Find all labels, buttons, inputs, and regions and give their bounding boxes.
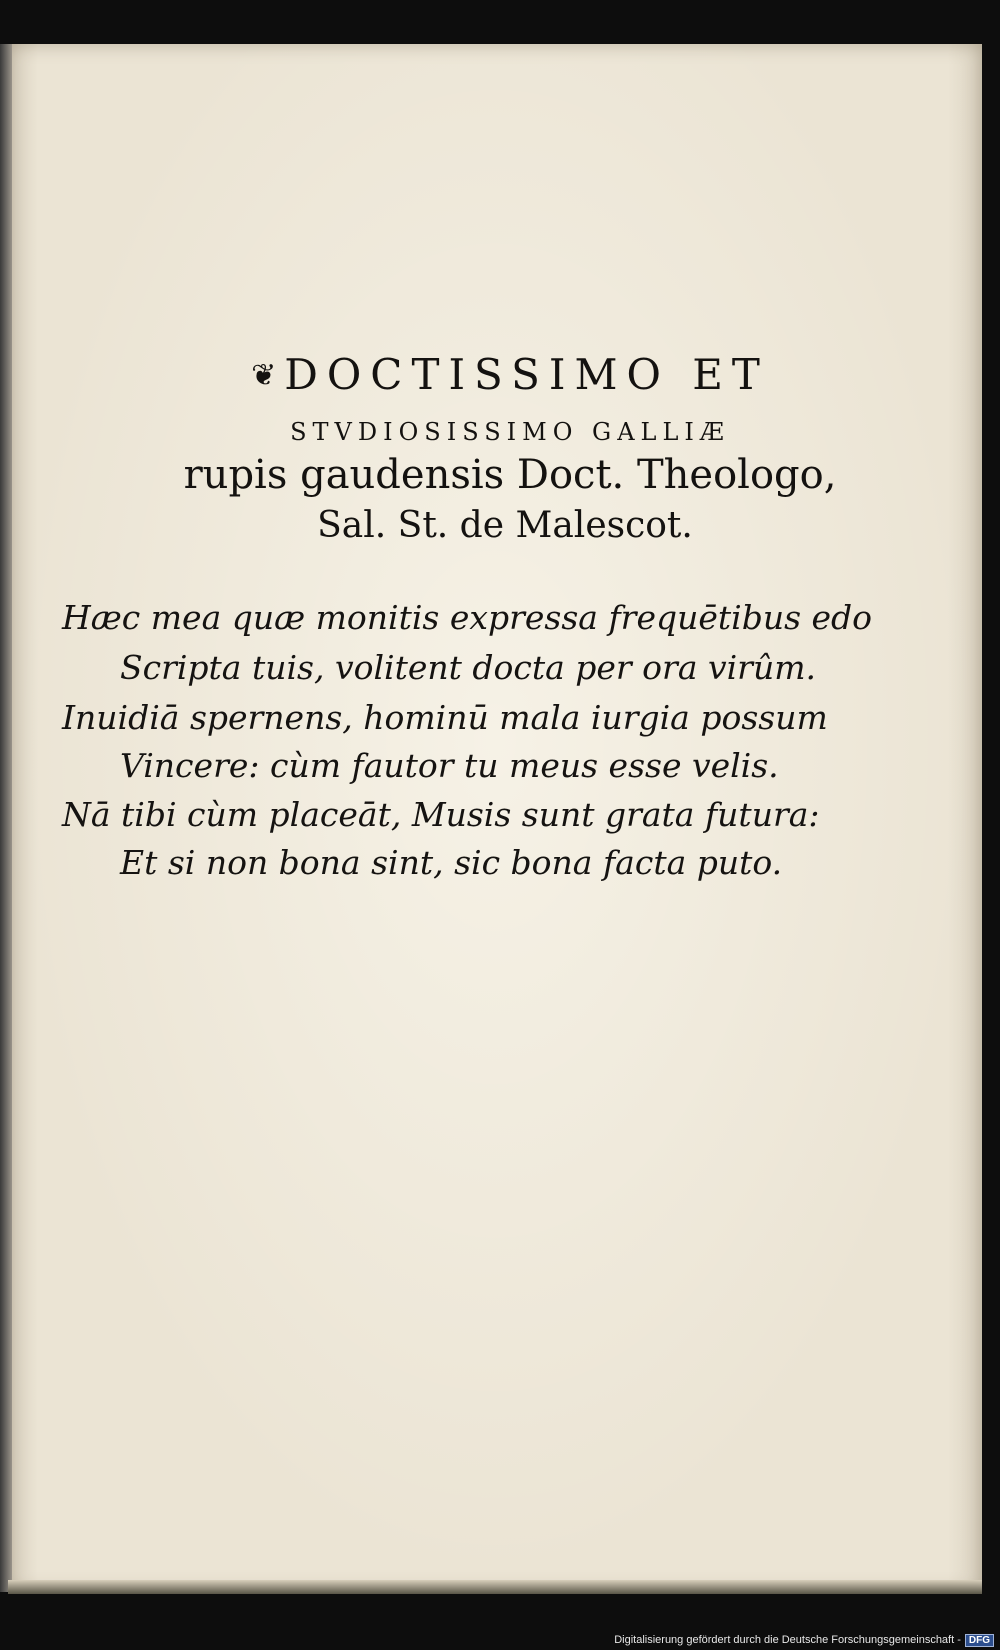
- dedication-heading-line-2: STVDIOSISSIMO GALLIÆ: [290, 418, 730, 446]
- verse-line: Hæc mea quæ monitis expressa frequētibus edo: [62, 598, 873, 637]
- digitization-credit: [614, 1634, 994, 1647]
- verse-line: Inuidiā spernens, hominū mala iurgia possum: [62, 698, 828, 737]
- dedication-heading-line-4: Sal. St. de Malescot.: [317, 505, 693, 546]
- fleuron-icon: ❦: [251, 358, 277, 393]
- verse-line: Vincere: cùm fautor tu meus esse velis.: [120, 746, 779, 785]
- verse-line: Et si non bona sint, sic bona facta puto.: [120, 843, 783, 882]
- page-bottom-edge: [8, 1580, 982, 1594]
- credit-text: Digitalisierung gefördert durch die Deutsche Forschungsgemeinschaft -: [614, 1634, 961, 1646]
- heading-line-1-text: DOCTISSIMO ET: [284, 350, 769, 399]
- page-spine-edge: [0, 44, 12, 1592]
- dfg-logo: DFG: [965, 1634, 994, 1647]
- dedication-heading-line-1: [0, 350, 1000, 399]
- verse-line: Nā tibi cùm placeāt, Musis sunt grata futura:: [62, 795, 820, 834]
- verse-line: Scripta tuis, volitent docta per ora virûm.: [120, 648, 816, 687]
- dedication-heading-line-3: rupis gaudensis Doct. Theologo,: [183, 452, 837, 498]
